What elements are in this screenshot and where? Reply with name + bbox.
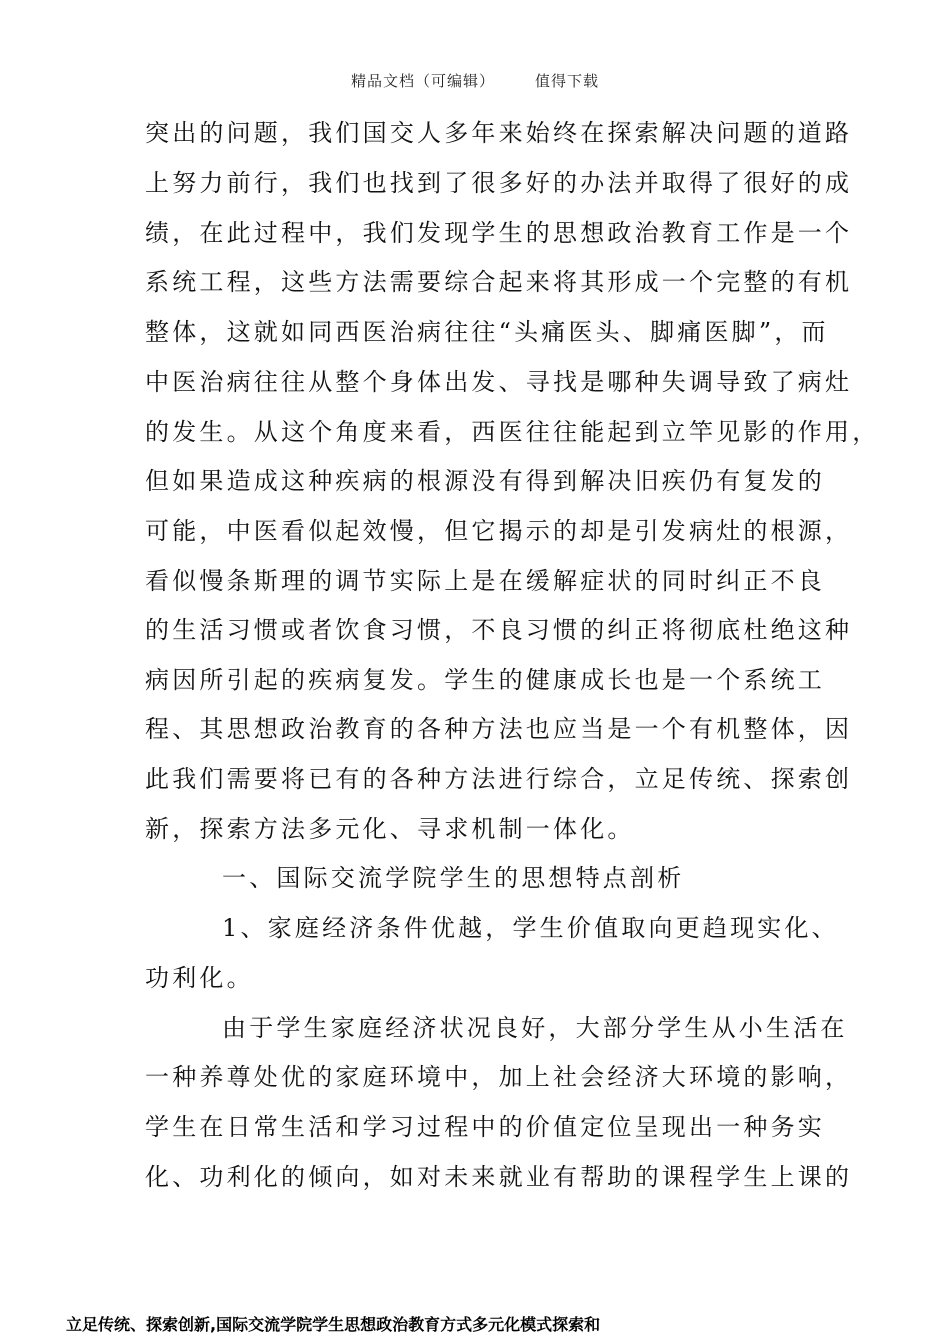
body-line: 的生活习惯或者饮食习惯，不良习惯的纠正将彻底杜绝这种 [145, 616, 853, 644]
body-line: 整体，这就如同西医治病往往“头痛医头、脚痛医脚”，而 [145, 318, 829, 346]
header-left-text: 精品文档（可编辑） [350, 72, 495, 90]
body-line: 可能，中医看似起效慢，但它揭示的却是引发病灶的根源， [145, 517, 853, 545]
body-line: 学生在日常生活和学习过程中的价值定位呈现出一种务实 [145, 1113, 825, 1141]
document-footer-title: 立足传统、探索创新,国际交流学院学生思想政治教育方式多元化模式探索和 [66, 1315, 601, 1334]
body-line: 病因所引起的疾病复发。学生的健康成长也是一个系统工 [145, 666, 825, 694]
body-line: 的发生。从这个角度来看，西医往往能起到立竿见影的作用， [145, 418, 880, 446]
body-line: 看似慢条斯理的调节实际上是在缓解症状的同时纠正不良 [145, 567, 825, 595]
body-line: 绩，在此过程中，我们发现学生的思想政治教育工作是一个 [145, 219, 853, 247]
body-line: 一种养尊处优的家庭环境中，加上社会经济大环境的影响， [145, 1063, 853, 1091]
body-line: 中医治病往往从整个身体出发、寻找是哪种失调导致了病灶 [145, 368, 853, 396]
page-header [0, 70, 950, 91]
header-right-text: 值得下载 [535, 72, 600, 90]
body-line: 化、功利化的倾向，如对未来就业有帮助的课程学生上课的 [145, 1163, 853, 1191]
body-line: 突出的问题，我们国交人多年来始终在探索解决问题的道路 [145, 119, 853, 147]
body-line: 系统工程，这些方法需要综合起来将其形成一个完整的有机 [145, 268, 853, 296]
subsection-heading-cont: 功利化。 [145, 964, 254, 992]
section-heading: 一、国际交流学院学生的思想特点剖析 [222, 864, 685, 892]
subsection-heading: 1、家庭经济条件优越，学生价值取向更趋现实化、 [222, 914, 839, 942]
body-line: 由于学生家庭经济状况良好，大部分学生从小生活在 [222, 1014, 848, 1042]
body-line: 此我们需要将已有的各种方法进行综合，立足传统、探索创 [145, 765, 853, 793]
body-line: 程、其思想政治教育的各种方法也应当是一个有机整体，因 [145, 715, 853, 743]
body-line: 上努力前行，我们也找到了很多好的办法并取得了很好的成 [145, 169, 853, 197]
body-line: 新，探索方法多元化、寻求机制一体化。 [145, 815, 635, 843]
body-line: 但如果造成这种疾病的根源没有得到解决旧疾仍有复发的 [145, 467, 825, 495]
